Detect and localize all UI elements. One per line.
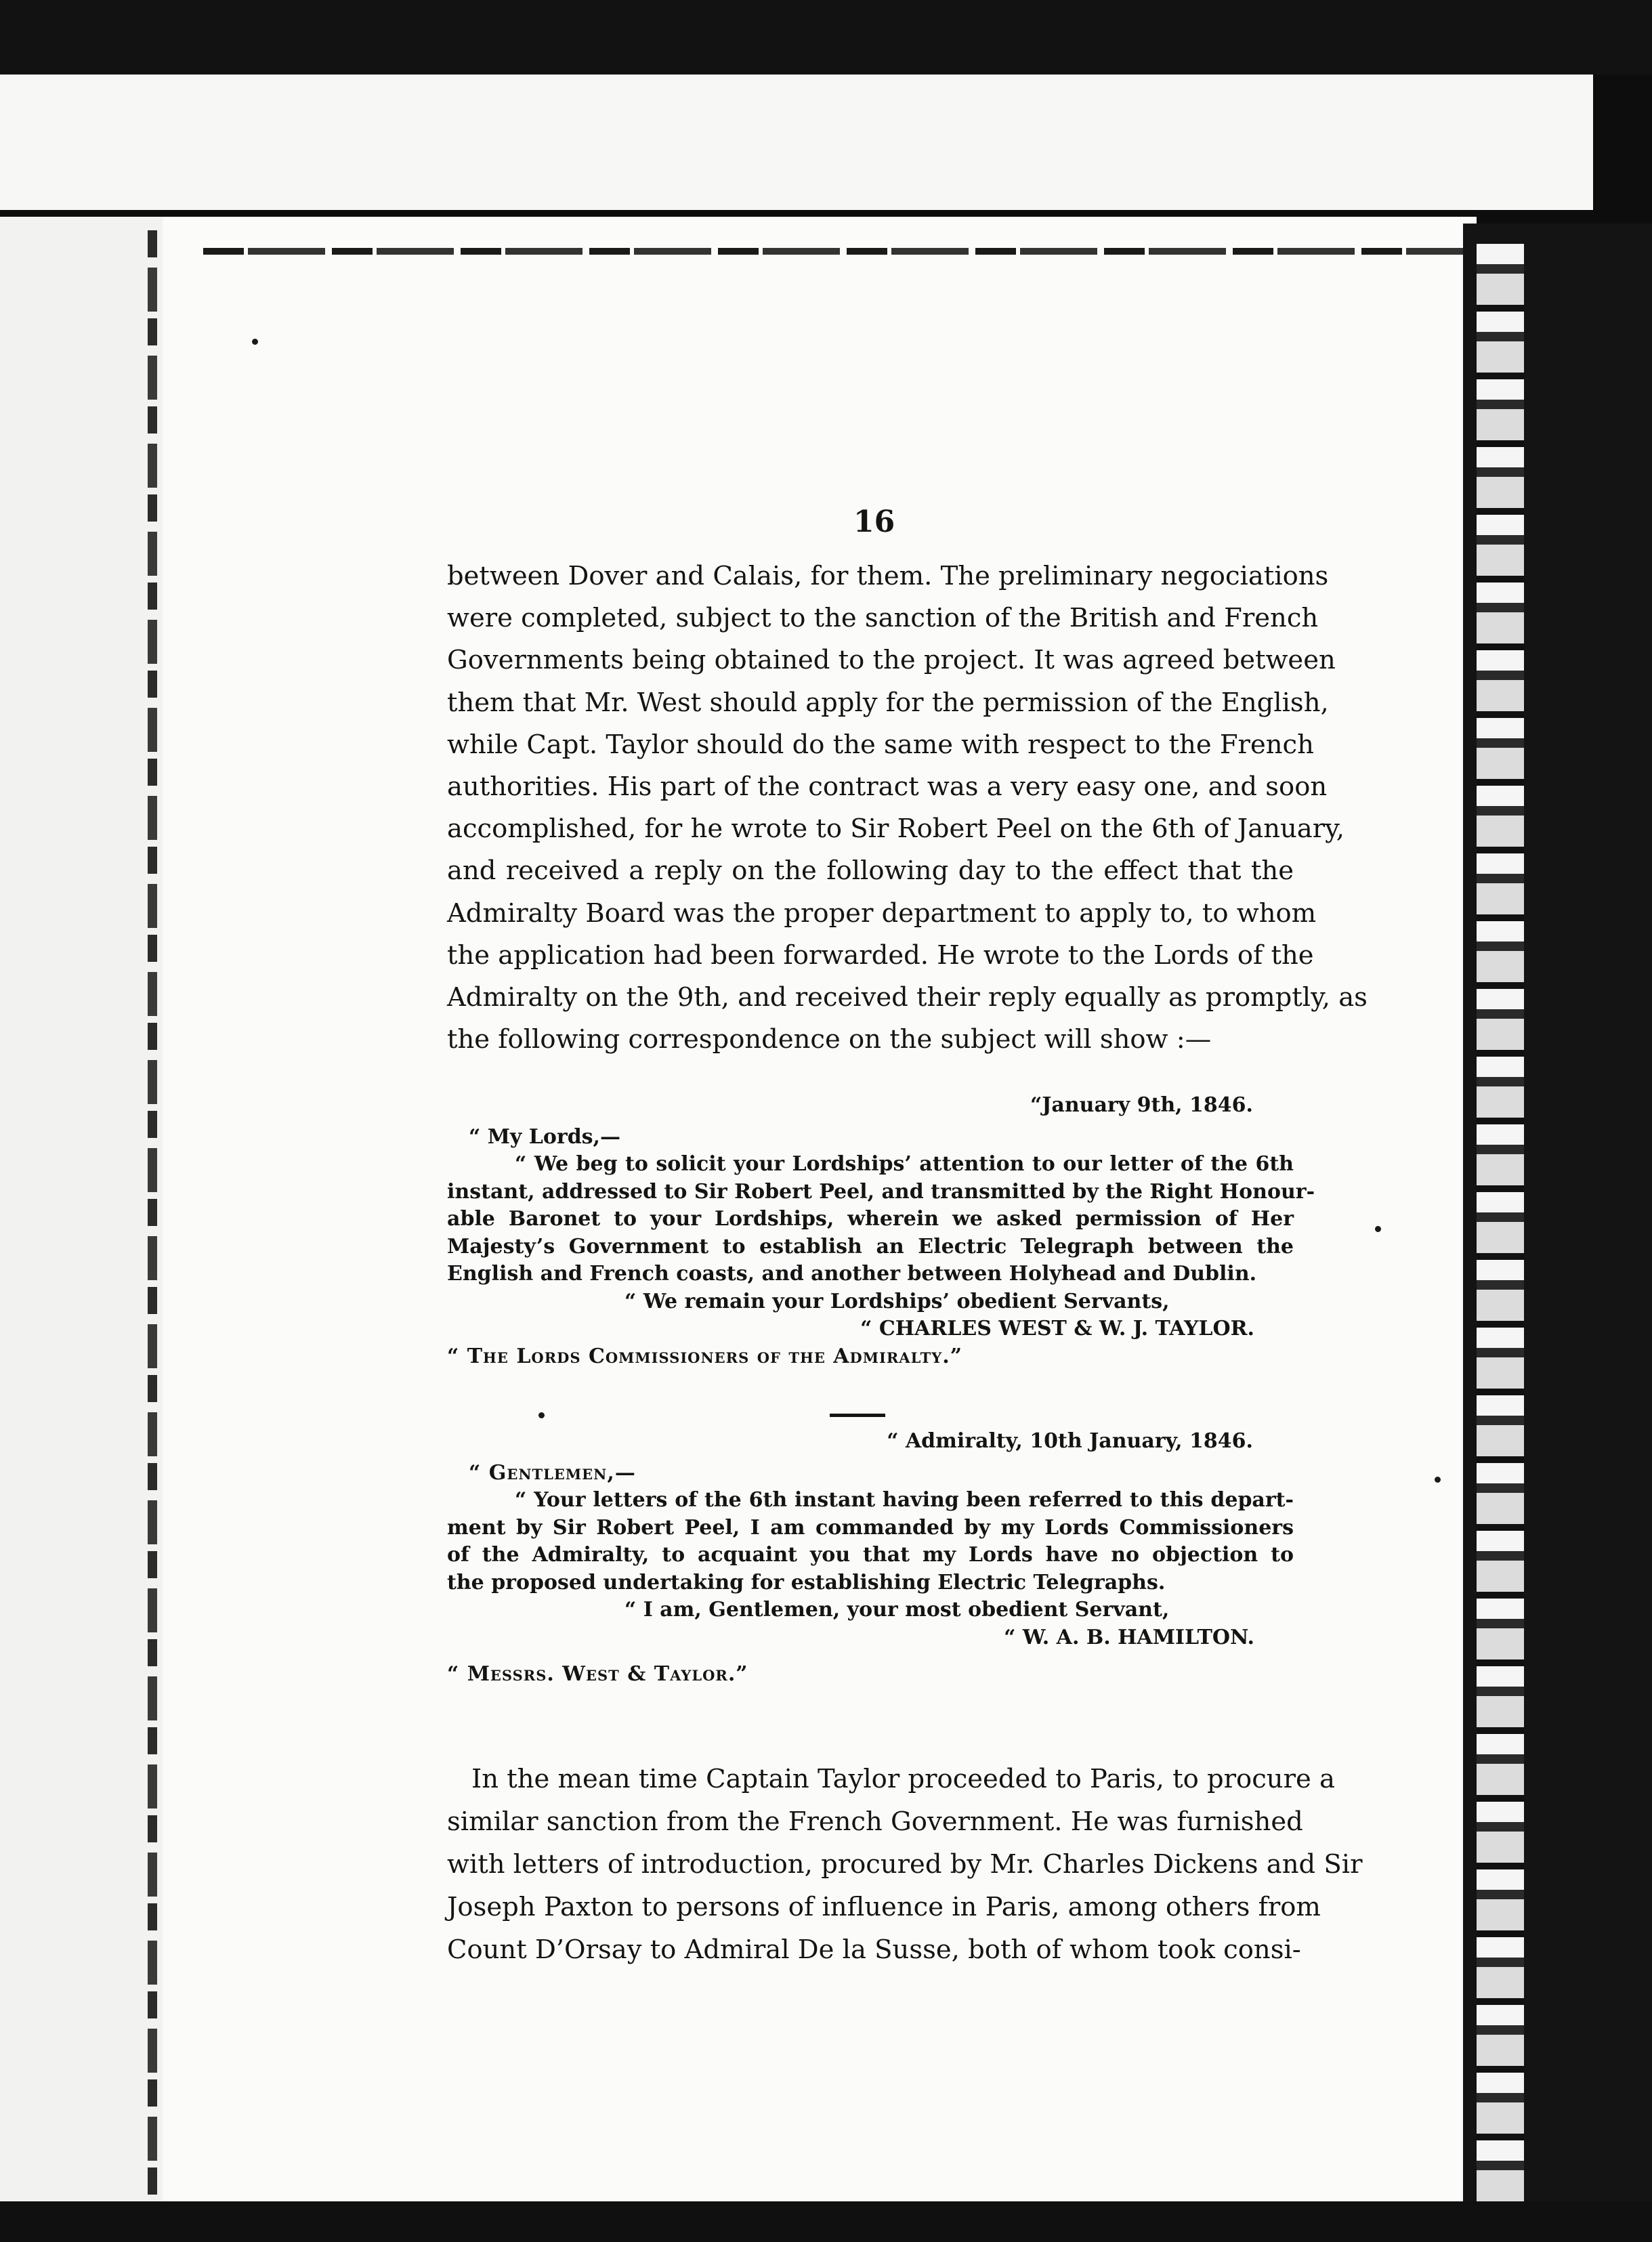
text-line: Joseph Paxton to persons of influence in Paris, among others from [447, 1892, 1321, 1922]
text-line: while Capt. Taylor should do the same with respect to the French [447, 729, 1314, 760]
text-line: were completed, subject to the sanction of the British and French [447, 603, 1319, 634]
letter-1-body-line: “ We beg to solicit your Lordships’ attention to our letter of the 6th [515, 1152, 1294, 1176]
text-line: the following correspondence on the subject will show :— [447, 1024, 1212, 1055]
spine-strip [1477, 244, 1524, 2208]
letter-2-salutation: “ Gentlemen,— [469, 1460, 636, 1485]
letter-1-body-line: instant, addressed to Sir Robert Peel, and transmitted by the Right Honour- [447, 1179, 1315, 1204]
letter-2-body-line: “ Your letters of the 6th instant having been referred to this depart- [515, 1488, 1294, 1512]
text-line: Admiralty on the 9th, and received their reply equally as promptly, as [447, 982, 1368, 1013]
letter-1-addressee: “ The Lords Commissioners of the Admiralty.” [447, 1344, 962, 1368]
letter-1-body-line: English and French coasts, and another between Holyhead and Dublin. [447, 1262, 1257, 1286]
letter-2-addressee: “ Messrs. West & Taylor.” [447, 1662, 748, 1686]
facing-page-margin [0, 217, 163, 2242]
speck [252, 339, 258, 345]
body-paragraph-1 [447, 555, 1368, 1061]
letter-2-body-line: of the Admiralty, to acquaint you that my Lords have no objection to [447, 1543, 1294, 1567]
text-line: between Dover and Calais, for them. The preliminary negociations [447, 561, 1329, 591]
text-line: Admiralty Board was the proper department to apply to, to whom [447, 897, 1317, 929]
text-line: and received a reply on the following day to the effect that the [447, 855, 1294, 887]
speck [538, 1412, 545, 1418]
letter-1-closing: “ We remain your Lordships’ obedient Servants, [624, 1289, 1170, 1313]
letter-1-salutation: “ My Lords,— [469, 1124, 621, 1149]
letter-1-signature: “ CHARLES WEST & W. J. TAYLOR. [860, 1317, 1254, 1340]
speck [1375, 1226, 1381, 1232]
letter-1-date: “January 9th, 1846. [1030, 1093, 1253, 1117]
letter-divider [830, 1414, 885, 1417]
text-line: authorities. His part of the contract was a very easy one, and soon [447, 771, 1328, 803]
binding-gutter [148, 230, 157, 2235]
letter-2 [447, 1428, 1294, 1689]
text-line: the application had been forwarded. He wrote to the Lords of the [447, 939, 1314, 971]
text-line: Count D’Orsay to Admiral De la Susse, both of whom took consi- [447, 1934, 1301, 1965]
page-top-edge [203, 248, 1463, 255]
letter-2-date: “ Admiralty, 10th January, 1846. [887, 1429, 1253, 1453]
text-line: accomplished, for he wrote to Sir Robert Peel on the 6th of January, [447, 813, 1345, 845]
letter-1-body-line: able Baronet to your Lordships, wherein we asked permission of Her [447, 1207, 1294, 1231]
text-line: Governments being obtained to the project. It was agreed between [447, 645, 1336, 676]
letter-2-closing: “ I am, Gentlemen, your most obedient Servant, [624, 1598, 1170, 1622]
letter-1 [447, 1092, 1315, 1370]
speck [1435, 1477, 1441, 1483]
facing-page-edge [0, 75, 1593, 210]
text-line: similar sanction from the French Government. He was furnished [447, 1806, 1303, 1837]
body-paragraph-2 [447, 1758, 1363, 1971]
letter-2-body-line: the proposed undertaking for establishing Electric Telegraphs. [447, 1570, 1166, 1594]
page-number: 16 [853, 505, 895, 539]
book-spine [1463, 224, 1652, 2242]
text-line: them that Mr. West should apply for the permission of the English, [447, 687, 1329, 718]
scan-border-bottom [0, 2201, 1652, 2242]
text-line: In the mean time Captain Taylor proceeded to Paris, to procure a [471, 1764, 1335, 1794]
text-line: with letters of introduction, procured by Mr. Charles Dickens and Sir [447, 1849, 1363, 1880]
letter-1-body-line: Majesty’s Government to establish an Electric Telegraph between the [447, 1234, 1294, 1259]
scan-border-top [0, 0, 1652, 75]
letter-2-signature: “ W. A. B. HAMILTON. [1004, 1625, 1254, 1649]
letter-2-body-line: ment by Sir Robert Peel, I am commanded by my Lords Commissioners [447, 1515, 1294, 1540]
